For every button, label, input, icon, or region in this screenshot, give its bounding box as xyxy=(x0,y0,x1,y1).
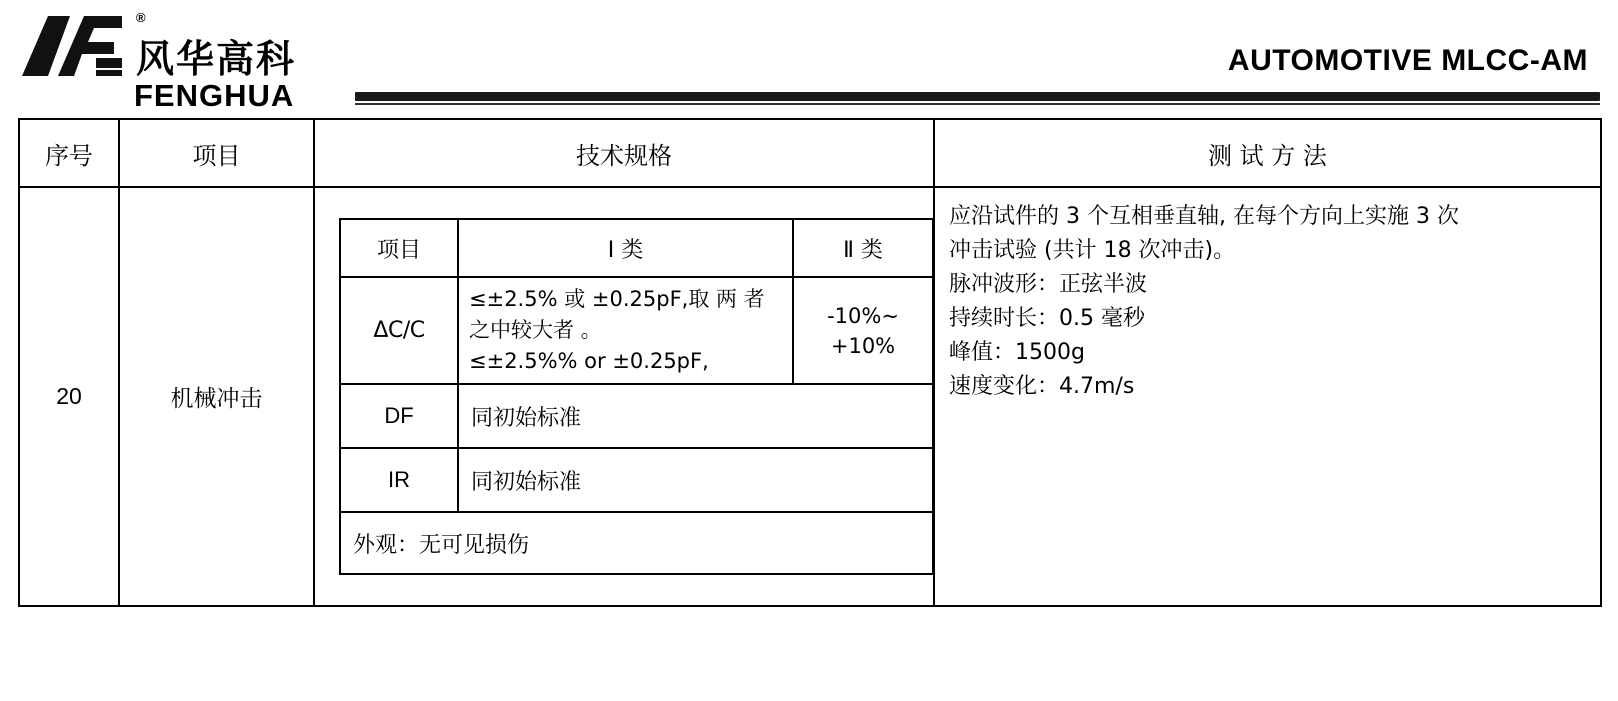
dcc-class1-value xyxy=(458,277,793,384)
ir-value: 同初始标准 xyxy=(458,448,933,512)
test-method-line-2: 冲击试验 (共计 18 次冲击)。 xyxy=(949,238,1236,263)
header-rule-thick xyxy=(355,92,1600,101)
dcc-class1-line-2: 之中较大者 。 xyxy=(469,318,602,342)
ir-label: IR xyxy=(340,448,458,512)
inner-row-appearance xyxy=(340,512,933,574)
dcc-class2-line-2: +10% xyxy=(830,333,896,358)
column-header-item: 项目 xyxy=(119,119,314,187)
df-label: DF xyxy=(340,384,458,448)
column-header-no: 序号 xyxy=(19,119,119,187)
dcc-class1-line-1: ≤±2.5% 或 ±0.25pF,取 两 者 xyxy=(469,287,765,311)
specification-table xyxy=(18,118,1602,607)
test-method-line-5: 峰值：1500g xyxy=(949,340,1085,365)
inner-row-dcc xyxy=(340,277,933,384)
dcc-class2-value xyxy=(793,277,933,384)
dcc-label: ΔC/C xyxy=(340,277,458,384)
fenghua-logo-icon xyxy=(18,10,130,82)
inner-spec-table xyxy=(339,218,934,575)
logo-english-name: FENGHUA xyxy=(134,78,295,113)
test-method-line-1: 应沿试件的 3 个互相垂直轴, 在每个方向上实施 3 次 xyxy=(949,204,1459,229)
appearance-value: 外观：无可见损伤 xyxy=(340,512,933,574)
document-title: AUTOMOTIVE MLCC-AM xyxy=(1227,44,1588,77)
inner-header-class1: Ⅰ 类 xyxy=(458,219,793,277)
df-value: 同初始标准 xyxy=(458,384,933,448)
dcc-class2-line-1: -10%~ xyxy=(827,303,899,328)
inner-header-item: 项目 xyxy=(340,219,458,277)
table-row xyxy=(19,187,1601,606)
spec-table-container xyxy=(0,118,1618,607)
registered-mark: ® xyxy=(136,10,146,25)
column-header-spec: 技术规格 xyxy=(314,119,934,187)
table-header-row xyxy=(19,119,1601,187)
logo-chinese-name: 风华高科 xyxy=(136,37,297,82)
inner-header-class2: Ⅱ 类 xyxy=(793,219,933,277)
row-item-name: 机械冲击 xyxy=(119,187,314,606)
inner-header-row xyxy=(340,219,933,277)
row-technical-spec xyxy=(314,187,934,606)
inner-row-ir xyxy=(340,448,933,512)
page-header xyxy=(0,0,1618,118)
inner-row-df xyxy=(340,384,933,448)
row-number: 20 xyxy=(19,187,119,606)
header-rule-thin xyxy=(355,103,1600,105)
row-test-method xyxy=(934,187,1601,606)
column-header-test: 测 试 方 法 xyxy=(934,119,1601,187)
dcc-class1-line-3: ≤±2.5%% or ±0.25pF, xyxy=(469,349,709,373)
test-method-line-4: 持续时长：0.5 毫秒 xyxy=(949,306,1145,331)
test-method-line-3: 脉冲波形：正弦半波 xyxy=(949,272,1148,297)
company-logo xyxy=(18,10,378,114)
test-method-line-6: 速度变化：4.7m/s xyxy=(949,374,1135,399)
